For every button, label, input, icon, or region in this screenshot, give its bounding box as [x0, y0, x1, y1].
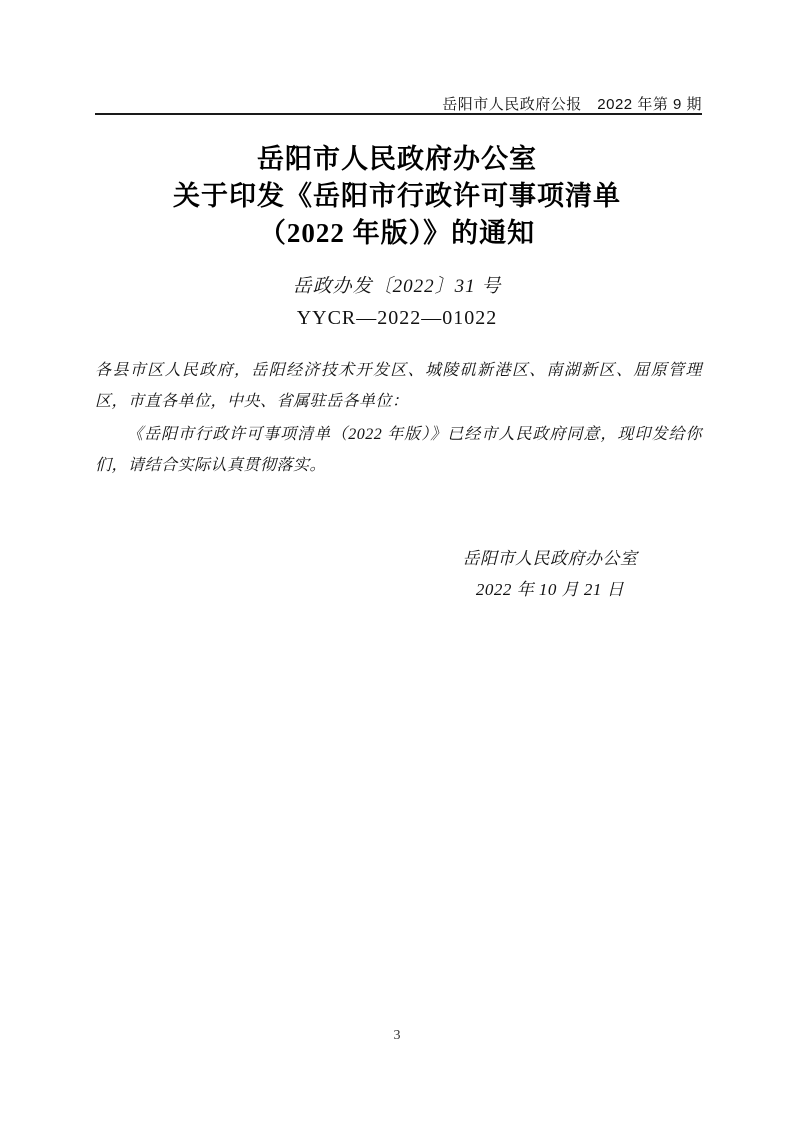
doc-number: 岳政办发〔2022〕31 号: [292, 276, 502, 297]
body-paragraph-salutation: 各县市区人民政府，岳阳经济技术开发区、城陵矶新港区、南湖新区、屈原管理区，市直各单位，中央、省属驻岳各单位：: [95, 362, 702, 410]
notice-title-line-1: 岳阳市人民政府办公室: [257, 144, 537, 174]
signature-block: [430, 543, 670, 605]
page-number: 3: [393, 1028, 401, 1043]
doc-code: YYCR—2022—01022: [296, 307, 498, 329]
notice-title: [0, 141, 794, 252]
signature-date: 2022 年 10 月 21 日: [475, 580, 625, 599]
header-rule: [95, 113, 702, 115]
notice-body: [95, 355, 702, 481]
body-paragraph-main: 《岳阳市行政许可事项清单（2022 年版）》已经市人民政府同意，现印发给你们，请结合实际认真贯彻落实。: [95, 426, 702, 474]
signature-office: 岳阳市人民政府办公室: [462, 549, 638, 568]
gazette-header: 岳阳市人民政府公报 2022 年第 9 期: [442, 96, 702, 113]
notice-title-line-2: 关于印发《岳阳市行政许可事项清单: [173, 181, 621, 211]
notice-title-line-3: （2022 年版）》的通知: [258, 218, 536, 248]
